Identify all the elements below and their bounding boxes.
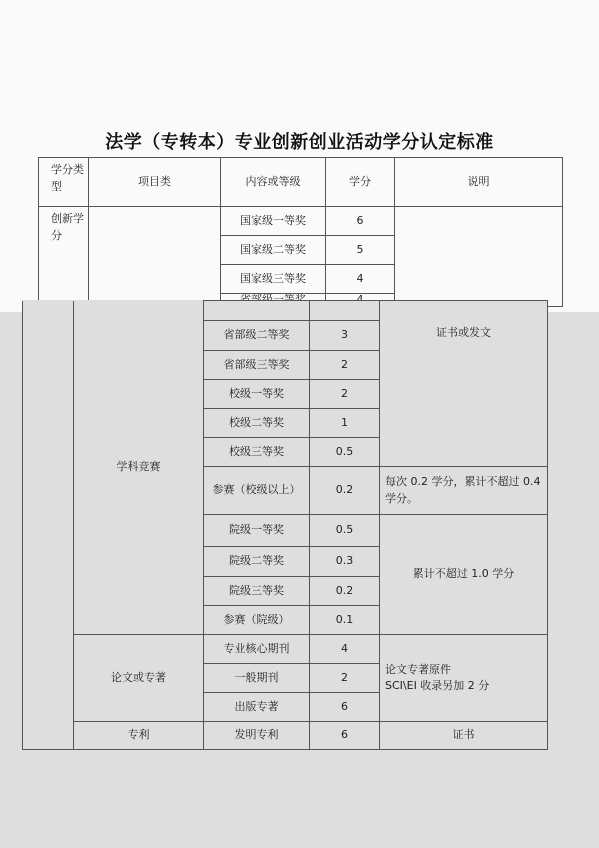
content-cell: 院级二等奖 xyxy=(204,547,310,577)
credit-cell: 4 xyxy=(326,265,395,294)
content-cell: 校级三等奖 xyxy=(204,438,310,467)
content-cell: 校级一等奖 xyxy=(204,380,310,409)
content-cell: 国家级二等奖 xyxy=(221,236,326,265)
credit-cell: 4 xyxy=(310,635,380,664)
note-cell-upper xyxy=(395,207,563,307)
credit-cell: 0.5 xyxy=(310,515,380,547)
credit-cell: 6 xyxy=(310,722,380,750)
content-cell: 发明专利 xyxy=(204,722,310,750)
content-cell: 出版专著 xyxy=(204,693,310,722)
credit-cell: 1 xyxy=(310,409,380,438)
content-cell: 院级一等奖 xyxy=(204,515,310,547)
content-cell: 省部级二等奖 xyxy=(204,321,310,351)
credit-cell: 2 xyxy=(310,380,380,409)
section-papers: 论文或专著 xyxy=(74,635,204,722)
credit-cell: 0.3 xyxy=(310,547,380,577)
table-row xyxy=(23,301,548,321)
credit-cell xyxy=(310,301,380,321)
note-papers xyxy=(380,635,548,722)
project-cell-upper xyxy=(89,207,221,307)
section-competition: 学科竞赛 xyxy=(74,301,204,635)
table-header-row xyxy=(39,158,563,207)
table-row xyxy=(23,722,548,750)
content-cell: 一般期刊 xyxy=(204,664,310,693)
content-cell: 院级三等奖 xyxy=(204,577,310,606)
content-cell: 专业核心期刊 xyxy=(204,635,310,664)
table-row xyxy=(39,207,563,236)
content-cell: 省部级三等奖 xyxy=(204,351,310,380)
content-cell: 校级二等奖 xyxy=(204,409,310,438)
content-cell: 参赛（院级） xyxy=(204,606,310,635)
content-cell: 参赛（校级以上） xyxy=(204,467,310,515)
note-cumulative: 累计不超过 1.0 学分 xyxy=(380,515,548,635)
credit-cell: 0.2 xyxy=(310,467,380,515)
header-note: 说明 xyxy=(395,158,563,207)
table-row xyxy=(23,635,548,664)
credit-type-cell-lower xyxy=(23,301,74,750)
note-papers-line2: SCI\EI 收录另加 2 分 xyxy=(385,679,490,692)
note-certificate-or-doc: 证书或发文 xyxy=(380,301,548,467)
header-credit-type: 学分类型 xyxy=(39,158,89,207)
credit-cell: 0.5 xyxy=(310,438,380,467)
page-title: 法学（专转本）专业创新创业活动学分认定标准 xyxy=(105,132,494,153)
credit-table-lower xyxy=(22,300,548,750)
credit-table-upper xyxy=(38,157,563,307)
note-papers-line1: 论文专著原件 xyxy=(385,662,451,676)
header-credit: 学分 xyxy=(326,158,395,207)
credit-cell: 0.2 xyxy=(310,577,380,606)
content-cell: 国家级三等奖 xyxy=(221,265,326,294)
category-innovation: 创新学分 xyxy=(39,207,89,307)
credit-cell: 6 xyxy=(326,207,395,236)
credit-cell: 5 xyxy=(326,236,395,265)
header-project-type: 项目类 xyxy=(89,158,221,207)
content-cell: 国家级一等奖 xyxy=(221,207,326,236)
header-content-level: 内容或等级 xyxy=(221,158,326,207)
credit-cell: 2 xyxy=(310,351,380,380)
content-cell xyxy=(204,301,310,321)
section-patent: 专利 xyxy=(74,722,204,750)
credit-cell: 2 xyxy=(310,664,380,693)
credit-cell: 6 xyxy=(310,693,380,722)
note-per-entry: 每次 0.2 学分，累计不超过 0.4 学分。 xyxy=(380,467,548,515)
credit-cell: 3 xyxy=(310,321,380,351)
credit-cell: 0.1 xyxy=(310,606,380,635)
note-certificate: 证书 xyxy=(380,722,548,750)
